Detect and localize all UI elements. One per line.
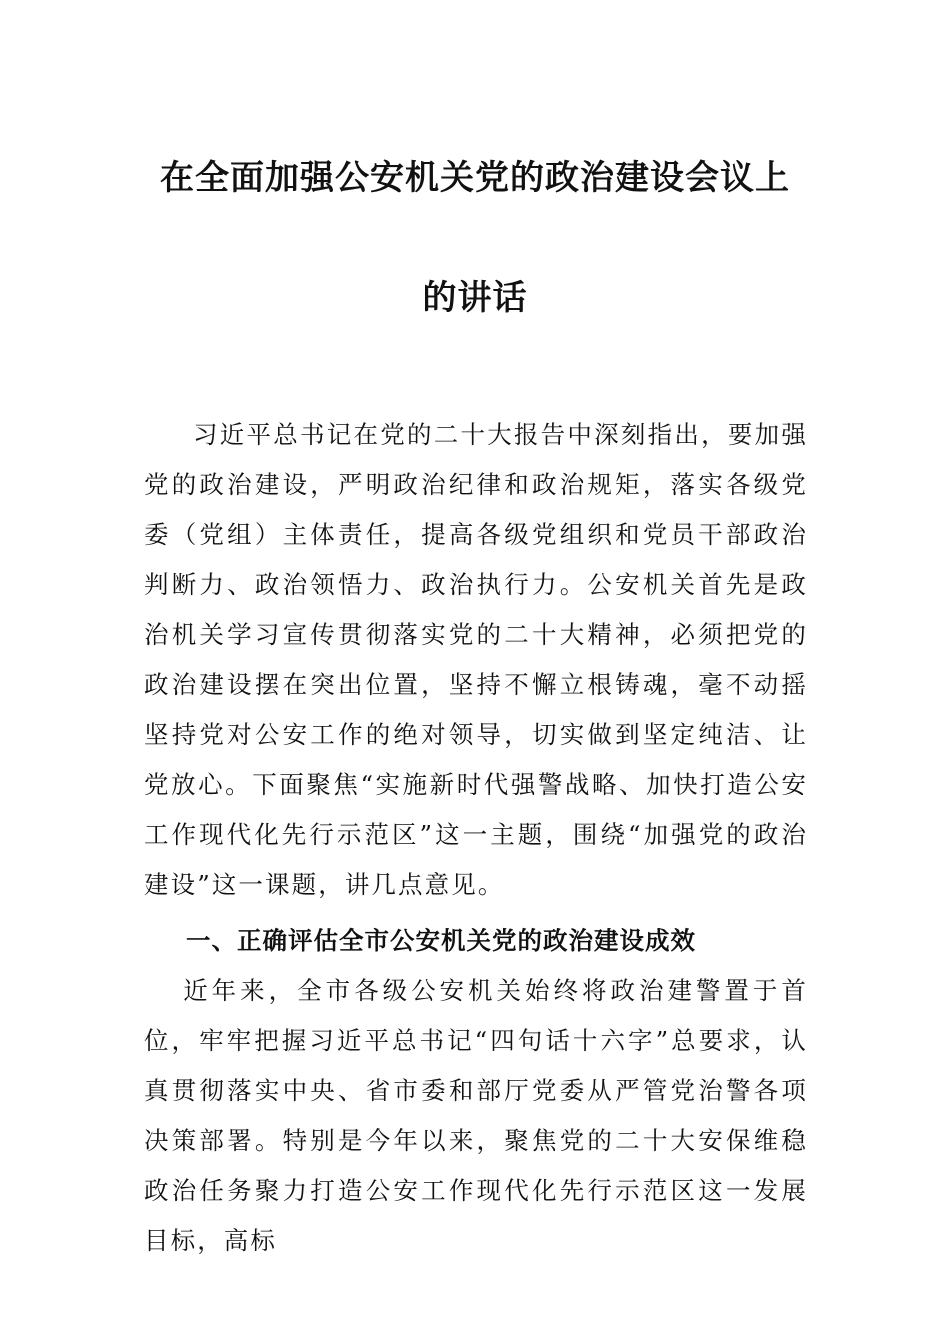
document-title-line-2: 的讲话 [422, 278, 528, 318]
document-title-line-1: 在全面加强公安机关党的政治建设会议上 [160, 158, 790, 198]
section-heading-1: 一、正确评估全市公安机关党的政治建设成效 [186, 926, 696, 955]
body-paragraph-2: 近年来，全市各级公安机关始终将政治建警置于首位，牢牢把握习近平总书记“四句话十六字”总要求，认真贯彻落实中央、省市委和部厅党委从严管党治警各项决策部署。特别是今年以来，聚焦党的二十大安保维稳政治任务聚力打造公安工作现代化先行示范区这一发展目标，高标 [144, 976, 808, 1255]
body-paragraph-1: 习近平总书记在党的二十大报告中深刻指出，要加强党的政治建设，严明政治纪律和政治规矩，落实各级党委（党组）主体责任，提高各级党组织和党员干部政治判断力、政治领悟力、政治执行力。公安机关首先是政治机关学习宣传贯彻落实党的二十大精神，必须把党的政治建设摆在突出位置，坚持不懈立根铸魂，毫不动摇坚持党对公安工作的绝对领导，切实做到坚定纯洁、让党放心。下面聚焦“实施新时代强警战略、加快打造公安工作现代化先行示范区”这一主题，围绕“加强党的政治建设”这一课题，讲几点意见。 [144, 420, 808, 899]
